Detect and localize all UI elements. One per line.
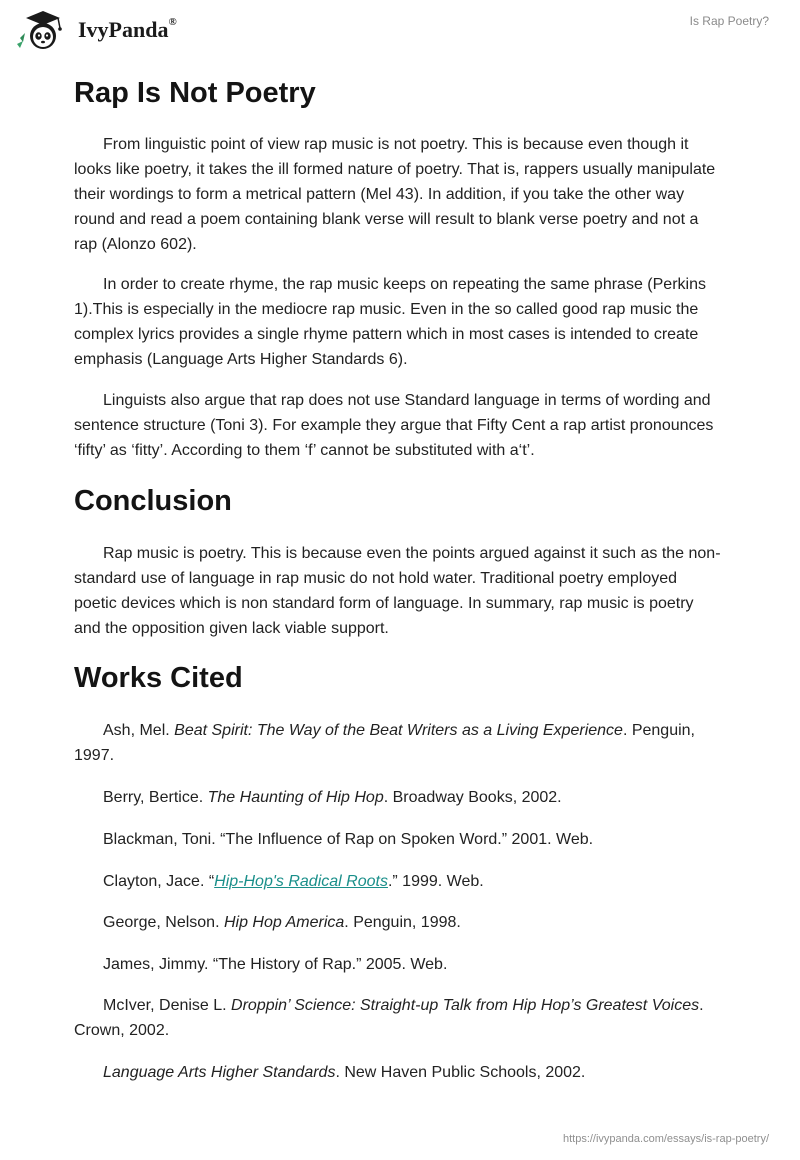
citation-item: Language Arts Higher Standards. New Haven Public Schools, 2002. [103,1064,586,1081]
page-header [0,0,800,70]
citation-item: Clayton, Jace. “Hip-Hop's Radical Roots.” 1999. Web. [103,873,484,890]
paragraph: From linguistic point of view rap music is not poetry. This is because even though it looks like poetry, it takes the ill formed nature of poetry. That is, rappers usually manipulate their wordings to form a metrical pattern (Mel 43). In addition, if you take the other way round and read a poem containing blank verse will result to blank verse poetry and not a rap (Alonzo 602). [74,136,716,253]
document-title: Is Rap Poetry? [689,14,769,28]
citation-item: Berry, Bertice. The Haunting of Hip Hop. Broadway Books, 2002. [103,789,562,806]
paragraph: In order to create rhyme, the rap music keeps on repeating the same phrase (Perkins 1).This is especially in the mediocre rap music. Even in the so called good rap music the complex lyrics provides a single rhyme pattern which in most cases is intended to create emphasis (Language Arts Higher Standards 6). [74,276,706,368]
paragraph: Rap music is poetry. This is because even the points argued against it such as the non- standard use of language in rap music do not hold water. Traditional poetry employed poetic devices which is non standard form of language. In summary, rap music is poetry and the opposition given lack viable support. [74,545,721,637]
paragraph: Linguists also argue that rap does not use Standard language in terms of wording and sentence structure (Toni 3). For example they argue that Fifty Cent a rap artist pronounces ‘fifty’ as ‘fitty’. According to them ‘f’ cannot be substituted with a‘t’. [74,392,714,459]
heading-works-cited: Works Cited [74,662,243,694]
citation-item: Ash, Mel. Beat Spirit: The Way of the Beat Writers as a Living Experience. Penguin, 1997. [74,722,695,764]
panda-logo-icon [14,8,72,50]
page-url: https://ivypanda.com/essays/is-rap-poetry/ [562,1133,769,1145]
heading-conclusion: Conclusion [74,485,232,517]
citation-item: Blackman, Toni. “The Influence of Rap on Spoken Word.” 2001. Web. [103,831,594,848]
citation-link[interactable]: Hip-Hop's Radical Roots [214,873,388,890]
citation-item: James, Jimmy. “The History of Rap.” 2005. Web. [103,956,448,973]
citation-item: George, Nelson. Hip Hop America. Penguin, 1998. [103,914,461,931]
citation-item: McIver, Denise L. Droppin’ Science: Straight-up Talk from Hip Hop’s Greatest Voices. Crown, 2002. [74,997,704,1039]
ivypanda-logo[interactable] [14,8,177,50]
heading-rap-is-not-poetry: Rap Is Not Poetry [74,77,316,109]
brand-name: IvyPanda® [78,15,177,42]
